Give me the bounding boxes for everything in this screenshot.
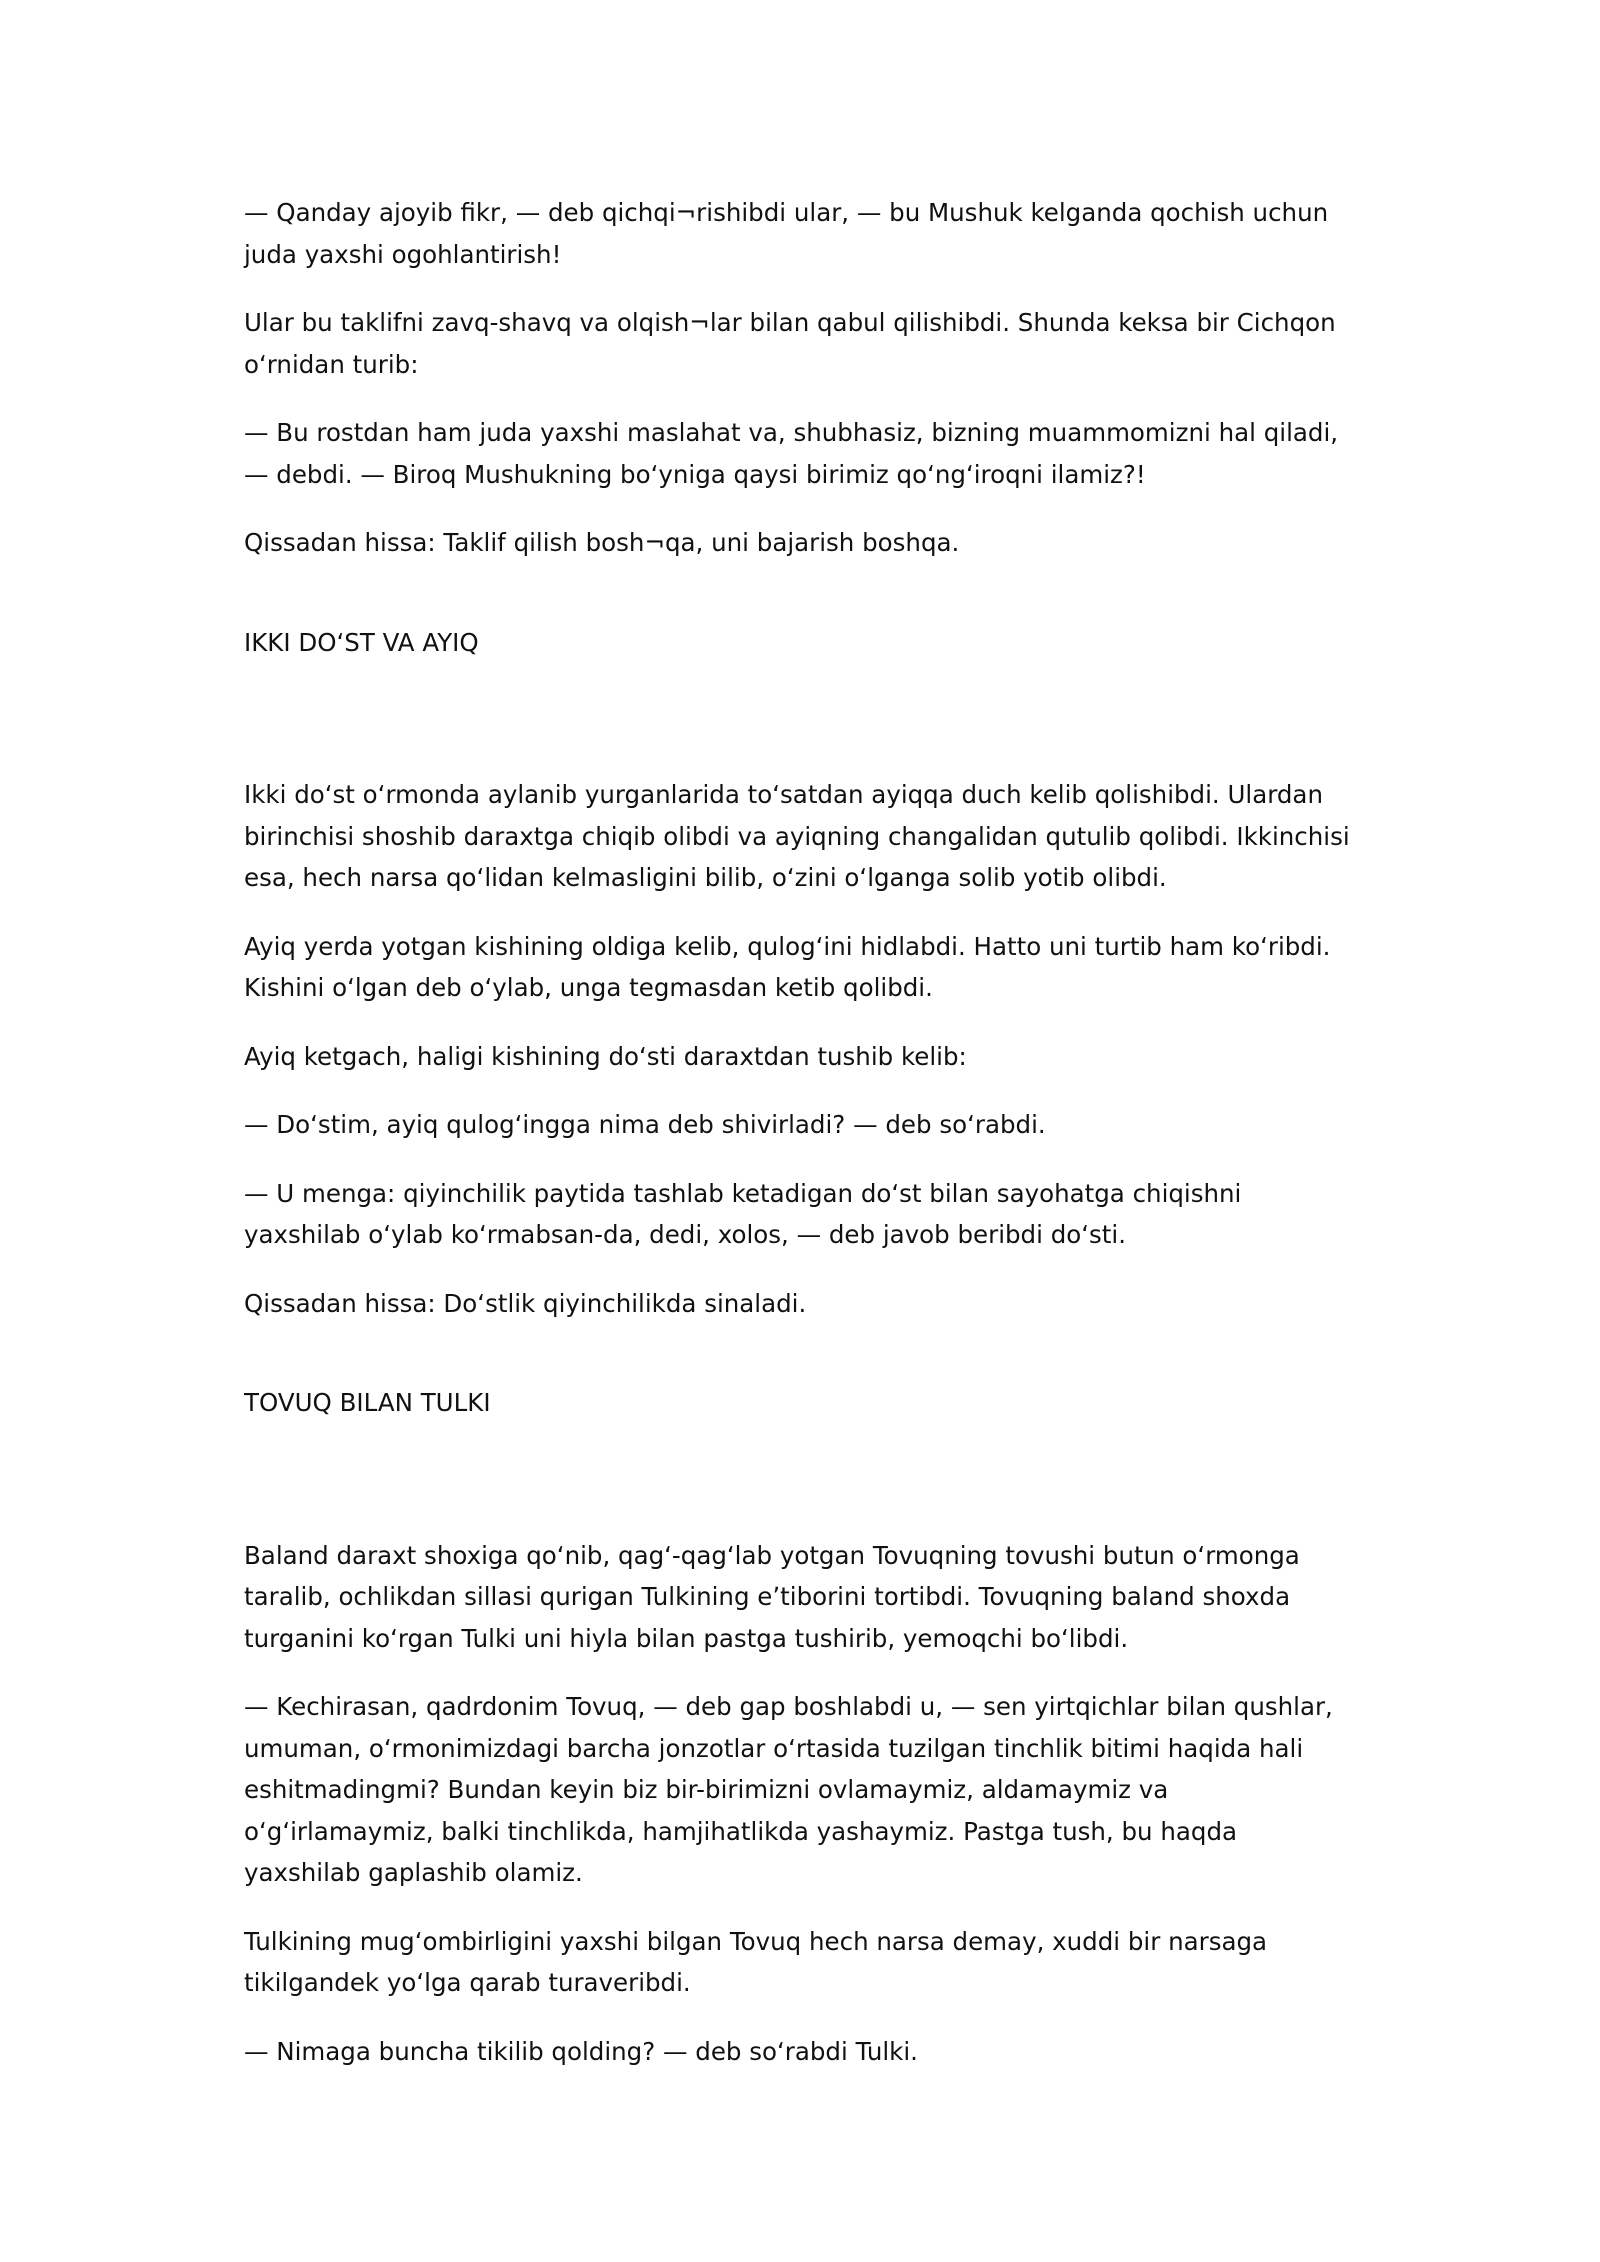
paragraph: — U menga: qiyinchilik paytida tashlab ketadigan doʻst bilan sayohatga chiqishni yaxshilab oʻylab koʻrmabsan-da, dedi, xolos, — deb javob beribdi doʻsti.	[244, 1178, 1242, 1249]
paragraph: — Nimaga buncha tikilib qolding? — deb soʻrabdi Tulki.	[244, 2036, 918, 2066]
paragraph: Ikki doʻst oʻrmonda aylanib yurganlarida toʻsatdan ayiqqa duch kelib qolishibdi. Ulardan birinchisi shoshib daraxtga chiqib olibdi va ayiqning changalidan qutulib qolibdi. Ikkinchisi esa, hech narsa qoʻlidan kelmasligini bilib, oʻzini oʻlganga solib yotib olibdi.	[244, 780, 1350, 892]
document-body	[244, 192, 1356, 2099]
paragraph: Qissadan hissa: Taklif qilish bosh¬qa, uni bajarish boshqa.	[244, 528, 960, 557]
paragraph: Tulkining mugʻombirligini yaxshi bilgan Tovuq hech narsa demay, xuddi bir narsaga tikilgandek yoʻlga qarab turaveribdi.	[244, 1926, 1268, 1997]
paragraph: Baland daraxt shoxiga qoʻnib, qagʻ-qagʻlab yotgan Tovuqning tovushi butun oʻrmonga taralib, ochlikdan sillasi qurigan Tulkining eʼtiborini tortibdi. Tovuqning baland shoxda turganini koʻrgan Tulki uni hiyla bilan pastga tushirib, yemoqchi boʻlibdi.	[244, 1540, 1300, 1653]
paragraph: Qissadan hissa: Doʻstlik qiyinchilikda sinaladi.	[244, 1288, 807, 1318]
paragraph: — Qanday ajoyib fikr, — deb qichqi¬rishibdi ular, — bu Mushuk kelganda qochish uchun juda yaxshi ogohlantirish!	[244, 198, 1329, 269]
section-heading: IKKI DOʻST VA AYIQ	[244, 627, 479, 657]
paragraph: Ular bu taklifni zavq-shavq va olqish¬lar bilan qabul qilishibdi. Shunda keksa bir Cichqon oʻrnidan turib:	[244, 308, 1336, 379]
paragraph: — Doʻstim, ayiq qulogʻingga nima deb shivirladi? — deb soʻrabdi.	[244, 1110, 1046, 1139]
paragraph: Ayiq yerda yotgan kishining oldiga kelib, qulogʻini hidlabdi. Hatto uni turtib ham koʻribdi. Kishini oʻlgan deb oʻylab, unga tegmasdan ketib qolibdi.	[244, 931, 1331, 1002]
paragraph: Ayiq ketgach, haligi kishining doʻsti daraxtdan tushib kelib:	[244, 1041, 967, 1071]
section-heading: TOVUQ BILAN TULKI	[244, 1388, 491, 1417]
paragraph: — Kechirasan, qadrdonim Tovuq, — deb gap boshlabdi u, — sen yirtqichlar bilan qushlar, umuman, oʻrmonimizdagi barcha jonzotlar oʻrtasida tuzilgan tinchlik bitimi haqida hali eshitmadingmi? Bundan keyin biz bir-birimizni ovlamaymiz, aldamaymiz va oʻgʻirlamaymiz, balki tinchlikda, hamjihatlikda yashaymiz. Pastga tush, bu haqda yaxshilab gaplashib olamiz.	[244, 1692, 1333, 1887]
paragraph: — Bu rostdan ham juda yaxshi maslahat va, shubhasiz, bizning muammomizni hal qiladi, — debdi. — Biroq Mushukning boʻyniga qaysi birimiz qoʻngʻiroqni ilamiz?!	[244, 418, 1339, 489]
